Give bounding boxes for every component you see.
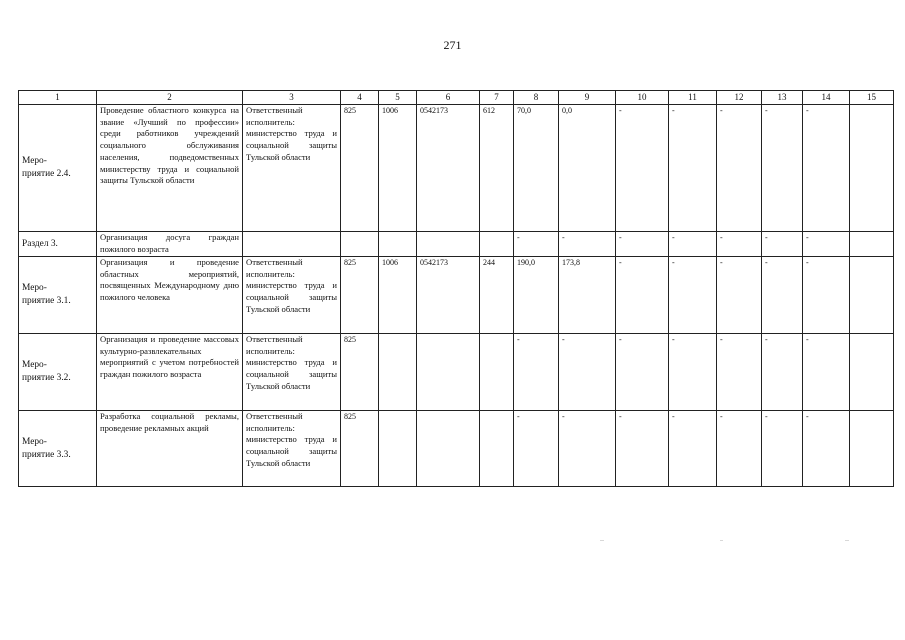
- cell-col-13: -: [762, 232, 803, 257]
- cell-col-6: 0542173: [417, 105, 480, 232]
- cell-col-15: [850, 105, 894, 232]
- cell-col-12: -: [717, 334, 762, 411]
- cell-col-6: 0542173: [417, 257, 480, 334]
- header-cell: 7: [480, 91, 514, 105]
- table-row: [19, 232, 894, 257]
- cell-col-9: -: [559, 232, 616, 257]
- header-cell: 13: [762, 91, 803, 105]
- cell-col-9: 0,0: [559, 105, 616, 232]
- cell-col-11: -: [669, 257, 717, 334]
- cell-col-5: 1006: [379, 105, 417, 232]
- row-executor: Ответственный исполнитель: министерство труда и социальной защиты Тульской области: [243, 105, 341, 232]
- cell-col-10: -: [616, 411, 669, 487]
- header-cell: 1: [19, 91, 97, 105]
- scan-artifact: [720, 540, 723, 541]
- cell-col-14: -: [803, 411, 850, 487]
- cell-col-9: -: [559, 411, 616, 487]
- cell-col-13: -: [762, 105, 803, 232]
- row-name: Организация и проведение массовых культурно-развлекательных мероприятий с учетом потребностей граждан пожилого возраста: [97, 334, 243, 411]
- cell-col-4: 825: [341, 105, 379, 232]
- cell-col-8: 190,0: [514, 257, 559, 334]
- cell-col-7: [480, 334, 514, 411]
- cell-col-11: -: [669, 334, 717, 411]
- header-cell: 10: [616, 91, 669, 105]
- cell-col-4: 825: [341, 257, 379, 334]
- header-cell: 3: [243, 91, 341, 105]
- cell-col-8: 70,0: [514, 105, 559, 232]
- row-executor: [243, 232, 341, 257]
- cell-col-15: [850, 257, 894, 334]
- table-row: [19, 257, 894, 334]
- cell-col-13: -: [762, 257, 803, 334]
- row-id: Меро- приятие 3.1.: [19, 257, 97, 334]
- cell-col-10: -: [616, 105, 669, 232]
- cell-col-12: -: [717, 105, 762, 232]
- cell-col-6: [417, 334, 480, 411]
- header-row: [19, 91, 894, 105]
- cell-col-7: [480, 411, 514, 487]
- cell-col-14: -: [803, 232, 850, 257]
- row-name: Разработка социальной рекламы, проведение рекламных акций: [97, 411, 243, 487]
- cell-col-11: -: [669, 411, 717, 487]
- header-cell: 8: [514, 91, 559, 105]
- header-cell: 6: [417, 91, 480, 105]
- cell-col-12: -: [717, 411, 762, 487]
- cell-col-8: -: [514, 411, 559, 487]
- header-cell: 2: [97, 91, 243, 105]
- cell-col-10: -: [616, 257, 669, 334]
- scan-artifact: [845, 540, 849, 541]
- row-id: Меро- приятие 3.2.: [19, 334, 97, 411]
- cell-col-9: 173,8: [559, 257, 616, 334]
- cell-col-5: [379, 232, 417, 257]
- cell-col-10: -: [616, 232, 669, 257]
- program-table: [18, 90, 894, 487]
- cell-col-11: -: [669, 232, 717, 257]
- header-cell: 14: [803, 91, 850, 105]
- row-id: Меро- приятие 2.4.: [19, 105, 97, 232]
- cell-col-7: 244: [480, 257, 514, 334]
- cell-col-5: [379, 334, 417, 411]
- cell-col-14: -: [803, 257, 850, 334]
- cell-col-14: -: [803, 334, 850, 411]
- table-row: [19, 334, 894, 411]
- cell-col-12: -: [717, 257, 762, 334]
- cell-col-13: -: [762, 334, 803, 411]
- row-name: Организация досуга граждан пожилого возраста: [97, 232, 243, 257]
- cell-col-15: [850, 411, 894, 487]
- cell-col-10: -: [616, 334, 669, 411]
- scan-artifact: [600, 540, 604, 541]
- cell-col-12: -: [717, 232, 762, 257]
- row-id: Раздел 3.: [19, 232, 97, 257]
- table-row: [19, 105, 894, 232]
- cell-col-7: [480, 232, 514, 257]
- cell-col-8: -: [514, 232, 559, 257]
- cell-col-4: [341, 232, 379, 257]
- row-executor: Ответственный исполнитель: министерство труда и социальной защиты Тульской области: [243, 411, 341, 487]
- header-cell: 5: [379, 91, 417, 105]
- cell-col-5: 1006: [379, 257, 417, 334]
- cell-col-9: -: [559, 334, 616, 411]
- header-cell: 12: [717, 91, 762, 105]
- header-cell: 4: [341, 91, 379, 105]
- cell-col-14: -: [803, 105, 850, 232]
- cell-col-4: 825: [341, 334, 379, 411]
- cell-col-15: [850, 232, 894, 257]
- row-id: Меро- приятие 3.3.: [19, 411, 97, 487]
- cell-col-5: [379, 411, 417, 487]
- row-name: Организация и проведение областных мероприятий, посвященных Международному дню пожилого человека: [97, 257, 243, 334]
- header-cell: 9: [559, 91, 616, 105]
- cell-col-6: [417, 411, 480, 487]
- cell-col-13: -: [762, 411, 803, 487]
- table-row: [19, 411, 894, 487]
- row-name: Проведение областного конкурса на звание «Лучший по профессии» среди работников учреждений социального обслуживания населения, подведомственных министерству труда и социальной защиты Тульской области: [97, 105, 243, 232]
- row-executor: Ответственный исполнитель: министерство труда и социальной защиты Тульской области: [243, 257, 341, 334]
- cell-col-7: 612: [480, 105, 514, 232]
- cell-col-11: -: [669, 105, 717, 232]
- header-cell: 11: [669, 91, 717, 105]
- cell-col-15: [850, 334, 894, 411]
- page-number: 271: [443, 38, 462, 52]
- cell-col-6: [417, 232, 480, 257]
- cell-col-8: -: [514, 334, 559, 411]
- header-cell: 15: [850, 91, 894, 105]
- row-executor: Ответственный исполнитель: министерство труда и социальной защиты Тульской области: [243, 334, 341, 411]
- cell-col-4: 825: [341, 411, 379, 487]
